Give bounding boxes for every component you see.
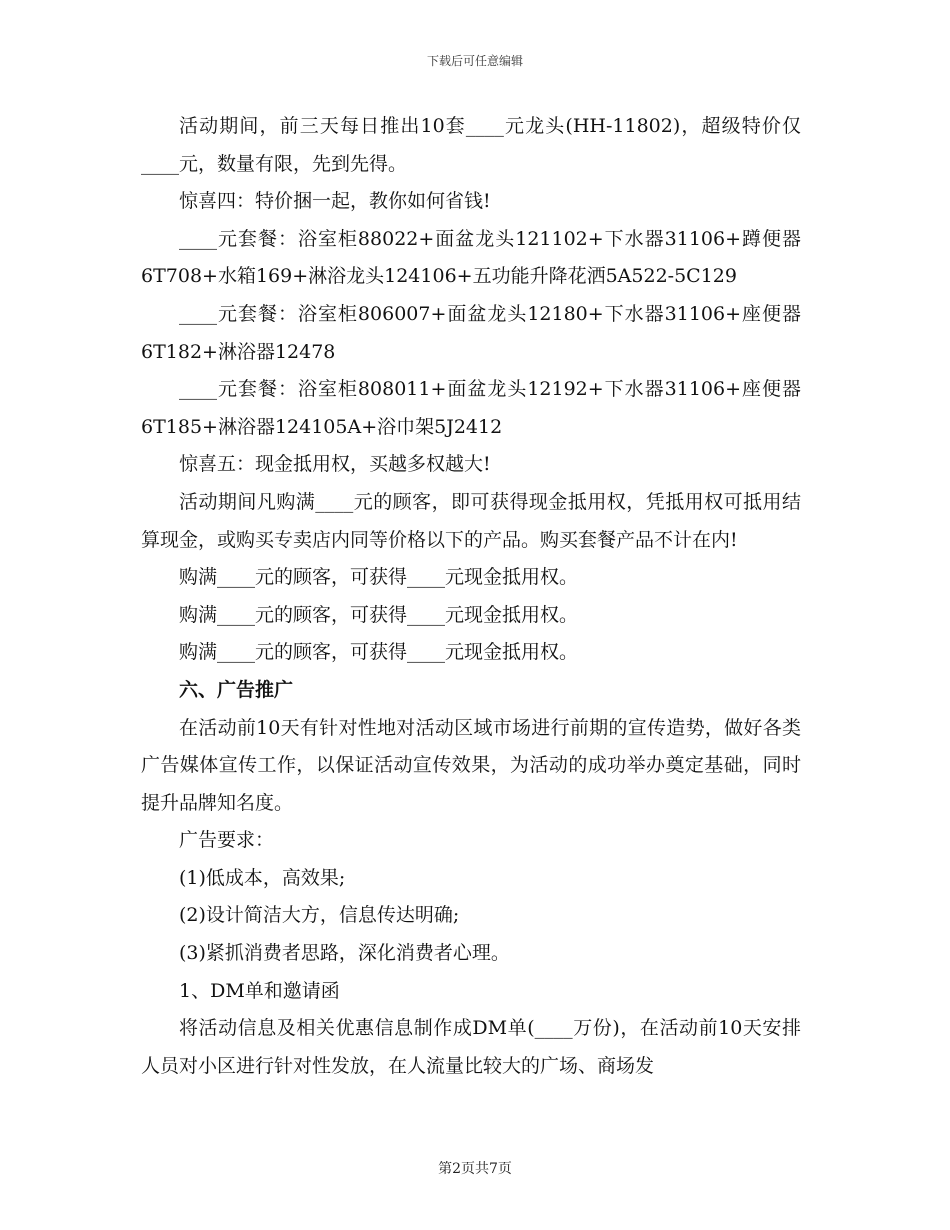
paragraph: ____元套餐：浴室柜88022+面盆龙头121102+下水器31106+蹲便器6T708+水箱169+淋浴龙头124106+五功能升降花洒5A522-5C129 <box>141 227 801 288</box>
paragraph: ____元套餐：浴室柜806007+面盆龙头12180+下水器31106+座便器6T182+淋浴器12478 <box>141 302 801 363</box>
paragraph: 将活动信息及相关优惠信息制作成DM单(____万份)，在活动前10天安排人员对小区进行针对性发放，在人流量比较大的广场、商场发 <box>141 1017 801 1077</box>
paragraph: (2)设计简洁大方，信息传达明确; <box>179 904 460 927</box>
paragraph: 购满____元的顾客，可获得____元现金抵用权。 <box>179 603 579 626</box>
page-header: 下载后可任意编辑 <box>426 54 523 68</box>
paragraph: 在活动前10天有针对性地对活动区域市场进行前期的宣传造势，做好各类广告媒体宣传工作，以保证活动宣传效果，为活动的成功举办奠定基础，同时提升品牌知名度。 <box>141 716 801 814</box>
paragraph: 惊喜五：现金抵用权，买越多权越大! <box>179 453 491 476</box>
paragraph: 1、DM单和邀请函 <box>179 979 340 1002</box>
document-body <box>141 108 801 1085</box>
paragraph: ____元套餐：浴室柜808011+面盆龙头12192+下水器31106+座便器6T185+淋浴器124105A+浴巾架5J2412 <box>141 378 801 438</box>
page-footer: 第2页共7页 <box>438 1161 512 1177</box>
paragraph: (1)低成本，高效果; <box>179 866 346 889</box>
paragraph: 购满____元的顾客，可获得____元现金抵用权。 <box>179 566 579 589</box>
paragraph: 活动期间，前三天每日推出10套____元龙头(HH-11802)，超级特价仅____元，数量有限，先到先得。 <box>141 115 801 175</box>
paragraph: (3)紧抓消费者思路，深化消费者心理。 <box>179 942 510 965</box>
paragraph: 购满____元的顾客，可获得____元现金抵用权。 <box>179 641 579 664</box>
paragraph: 活动期间凡购满____元的顾客，即可获得现金抵用权，凭抵用权可抵用结算现金，或购买专卖店内同等价格以下的产品。购买套餐产品不计在内! <box>141 490 801 551</box>
section-heading: 六、广告推广 <box>179 678 294 701</box>
paragraph: 惊喜四：特价捆一起，教你如何省钱! <box>179 190 491 213</box>
paragraph: 广告要求： <box>179 829 275 852</box>
